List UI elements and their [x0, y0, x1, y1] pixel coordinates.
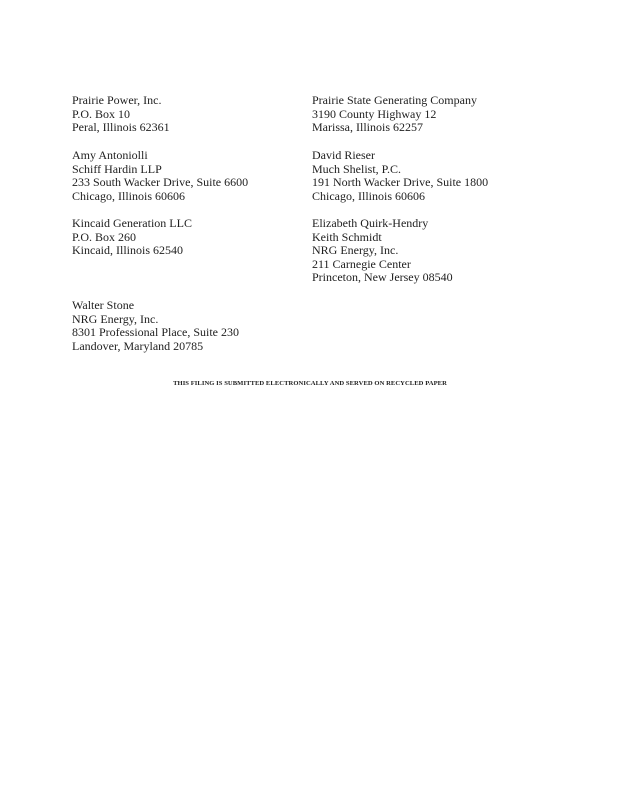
address-line: 233 South Wacker Drive, Suite 6600	[72, 175, 249, 190]
address-line: Walter Stone	[72, 298, 135, 312]
address-line: 211 Carnegie Center	[312, 256, 411, 271]
address-block-quirk-hendry-schmidt	[312, 217, 453, 285]
address-line: Peral, Illinois 62361	[72, 120, 170, 135]
address-line: P.O. Box 10	[72, 106, 131, 121]
address-line: Amy Antoniolli	[72, 148, 148, 162]
address-line: Much Shelist, P.C.	[312, 161, 402, 176]
address-line: Kincaid Generation LLC	[72, 216, 192, 230]
address-line: Princeton, New Jersey 08540	[312, 270, 453, 285]
address-line: 3190 County Highway 12	[312, 106, 437, 121]
address-line: NRG Energy, Inc.	[312, 243, 399, 258]
address-block-kincaid-generation	[72, 217, 192, 258]
address-block-prairie-power	[72, 94, 170, 135]
address-line: David Rieser	[312, 148, 375, 162]
address-line: 8301 Professional Place, Suite 230	[72, 325, 239, 340]
address-line: Schiff Hardin LLP	[72, 161, 162, 176]
address-line: Elizabeth Quirk-Hendry	[312, 216, 429, 230]
address-line: Marissa, Illinois 62257	[312, 120, 423, 135]
address-line: Prairie State Generating Company	[312, 93, 477, 107]
address-block-prairie-state	[312, 94, 477, 135]
address-line: P.O. Box 260	[72, 229, 137, 244]
address-line: 191 North Wacker Drive, Suite 1800	[312, 175, 489, 190]
address-line: Chicago, Illinois 60606	[72, 188, 185, 203]
address-block-walter-stone	[72, 299, 239, 353]
address-line: NRG Energy, Inc.	[72, 311, 159, 326]
address-line: Chicago, Illinois 60606	[312, 188, 425, 203]
address-line: Prairie Power, Inc.	[72, 93, 162, 107]
address-line: Kincaid, Illinois 62540	[72, 243, 183, 258]
filing-notice: THIS FILING IS SUBMITTED ELECTRONICALLY AND SERVED ON RECYCLED PAPER	[173, 380, 447, 387]
address-line: Landover, Maryland 20785	[72, 338, 204, 353]
address-block-david-rieser	[312, 149, 488, 203]
address-block-amy-antoniolli	[72, 149, 248, 203]
address-line: Keith Schmidt	[312, 229, 382, 244]
